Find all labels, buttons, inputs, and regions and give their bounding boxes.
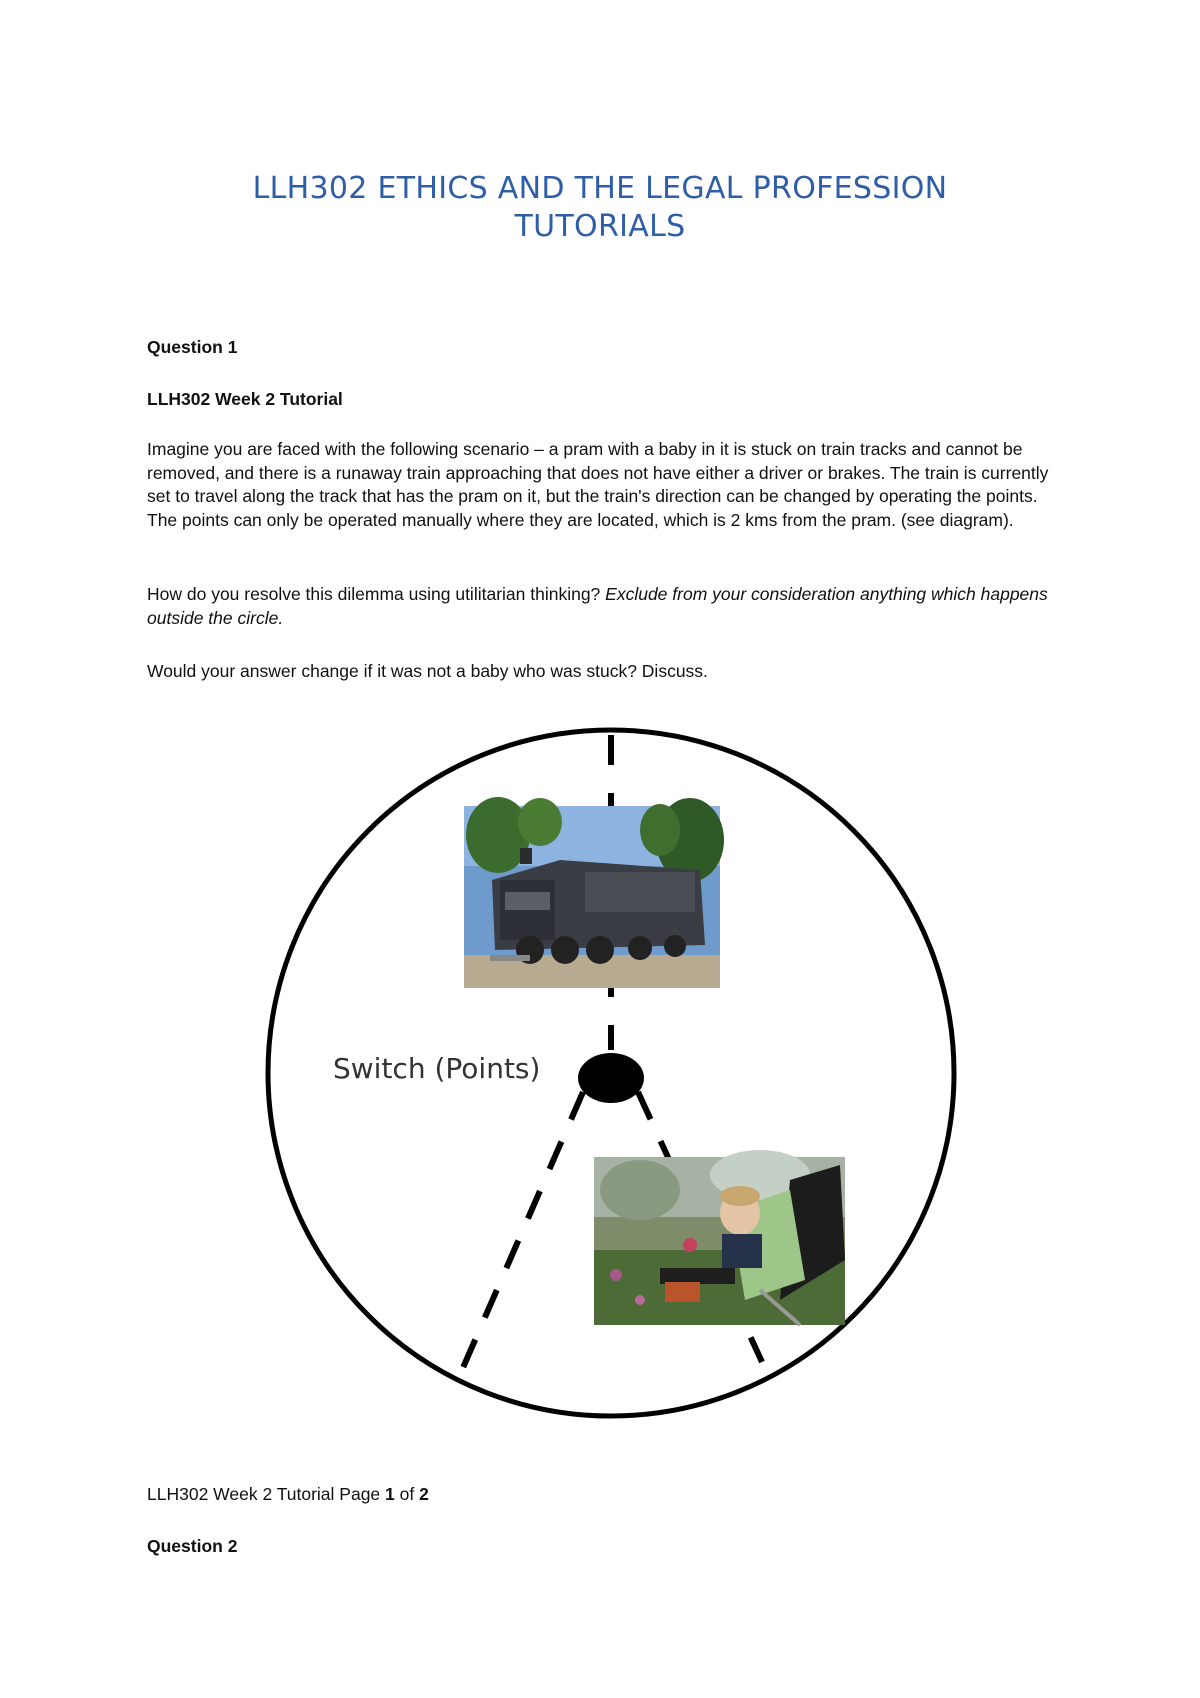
- diverted-track: [462, 1092, 583, 1370]
- scenario-paragraph: Imagine you are faced with the following scenario – a pram with a baby in it is stuck on train tracks and cannot be removed, and there is a runaway train approaching that does not have either a driver or brakes. The train is currently set to travel along the track that has the pram on it, but the train's direction can be changed by operating the points. The points can only be operated manually where they are located, which is 2 kms from the pram. (see diagram).: [147, 439, 1049, 530]
- discussion-question: Would your answer change if it was not a baby who was stuck? Discuss.: [147, 661, 708, 681]
- switch-label: Switch (Points): [333, 1052, 541, 1085]
- page-footer: [147, 1483, 1067, 1507]
- baby-in-pram-photo: [594, 1150, 845, 1325]
- title-line-1: LLH302 ETHICS AND THE LEGAL PROFESSION: [252, 171, 948, 206]
- steam-locomotive-photo: [464, 797, 724, 988]
- footer-page-number: 1: [385, 1484, 395, 1504]
- footer-page-total: 2: [419, 1484, 429, 1504]
- question-1-subheading: LLH302 Week 2 Tutorial: [147, 389, 343, 409]
- question-1-heading: Question 1: [147, 337, 238, 357]
- footer-of: of: [394, 1484, 420, 1504]
- question-2-heading: Question 2: [147, 1536, 238, 1556]
- circle-exclusion-note: Exclude from your consideration anything which happens outside the circle.: [147, 584, 1048, 628]
- utilitarian-question-text: How do you resolve this dilemma using utilitarian thinking?: [147, 584, 606, 604]
- switch-points-marker: [578, 1053, 644, 1103]
- title-line-2: TUTORIALS: [514, 209, 686, 244]
- footer-prefix: LLH302 Week 2 Tutorial Page: [147, 1484, 386, 1504]
